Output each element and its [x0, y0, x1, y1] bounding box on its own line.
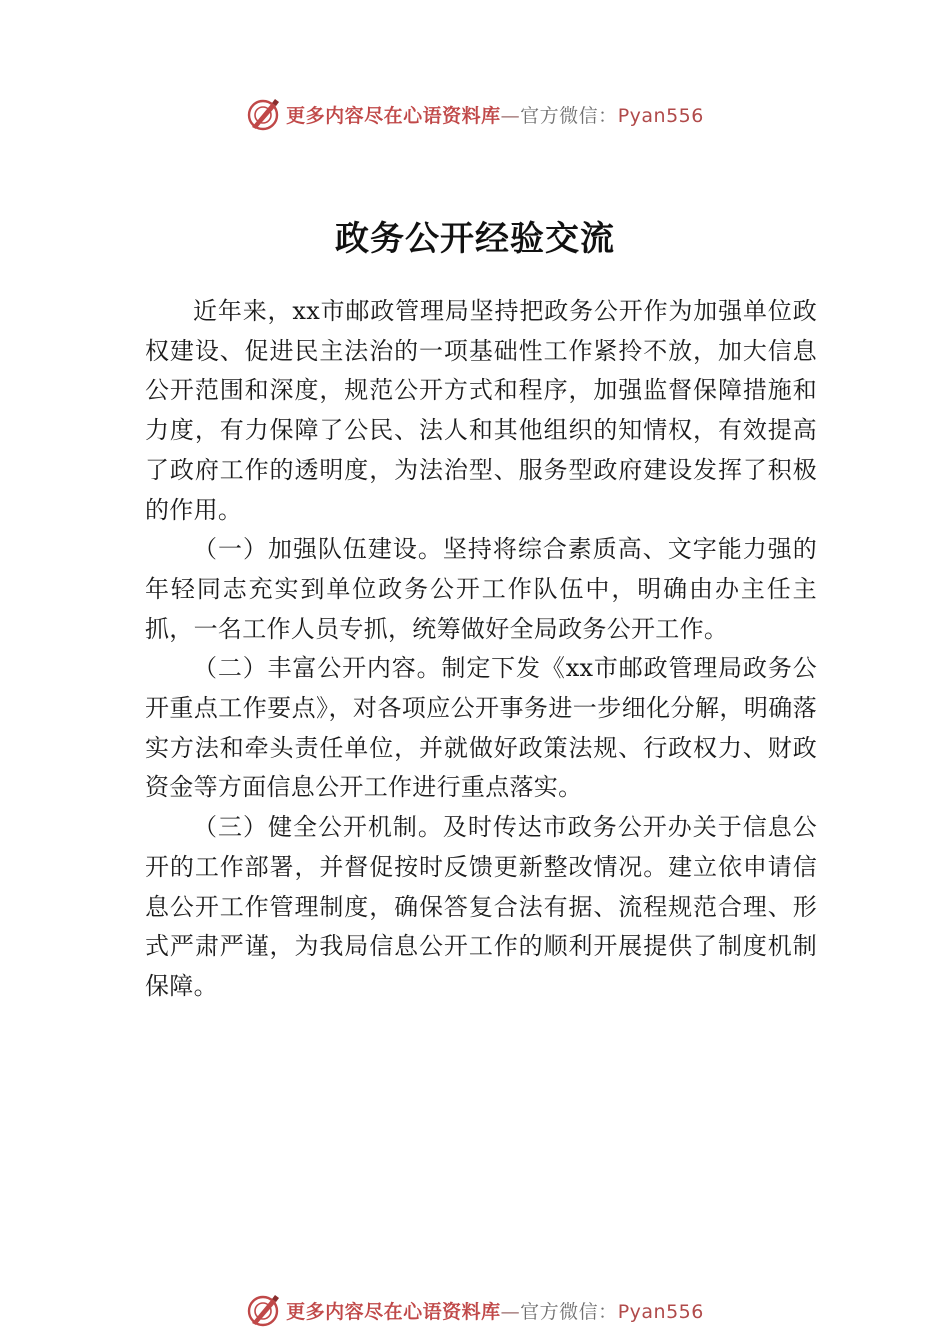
- watermark-separator: —: [500, 1300, 521, 1323]
- watermark-label: 官方微信：: [520, 1300, 618, 1323]
- watermark-footer: [0, 1290, 950, 1330]
- watermark-brand: 更多内容尽在心语资料库: [286, 1300, 501, 1323]
- pen-logo-icon: [246, 1293, 280, 1327]
- watermark-handle: Pyan556: [617, 104, 704, 127]
- pen-logo-icon: [246, 97, 280, 131]
- watermark-text: [286, 1297, 704, 1324]
- paragraph-section-3: （三）健全公开机制。及时传达市政务公开办关于信息公开的工作部署，并督促按时反馈更新整改情况。建立依申请信息公开工作管理制度，确保答复合法有据、流程规范合理、形式严肃严谨，为我局信息公开工作的顺利开展提供了制度机制保障。: [145, 813, 817, 1000]
- document-title: 政务公开经验交流: [335, 218, 615, 259]
- watermark-header: [0, 94, 950, 134]
- paragraph-section-1: （一）加强队伍建设。坚持将综合素质高、文字能力强的年轻同志充实到单位政务公开工作队伍中，明确由办主任主抓，一名工作人员专抓，统筹做好全局政务公开工作。: [145, 535, 817, 643]
- watermark-handle: Pyan556: [617, 1300, 704, 1323]
- paragraph-intro: 近年来，xx市邮政管理局坚持把政务公开作为加强单位政权建设、促进民主法治的一项基础性工作紧拎不放，加大信息公开范围和深度，规范公开方式和程序，加强监督保障措施和力度，有力保障了公民、法人和其他组织的知情权，有效提高了政府工作的透明度，为法治型、服务型政府建设发挥了积极的作用。: [145, 297, 817, 524]
- watermark-separator: —: [500, 104, 521, 127]
- paragraph-section-2: （二）丰富公开内容。制定下发《xx市邮政管理局政务公开重点工作要点》，对各项应公开事务进一步细化分解，明确落实方法和牵头责任单位，并就做好政策法规、行政权力、财政资金等方面信息公开工作进行重点落实。: [145, 654, 817, 802]
- watermark-label: 官方微信：: [520, 104, 618, 127]
- document-body: [145, 292, 817, 1007]
- watermark-text: [286, 101, 704, 128]
- watermark-brand: 更多内容尽在心语资料库: [286, 104, 501, 127]
